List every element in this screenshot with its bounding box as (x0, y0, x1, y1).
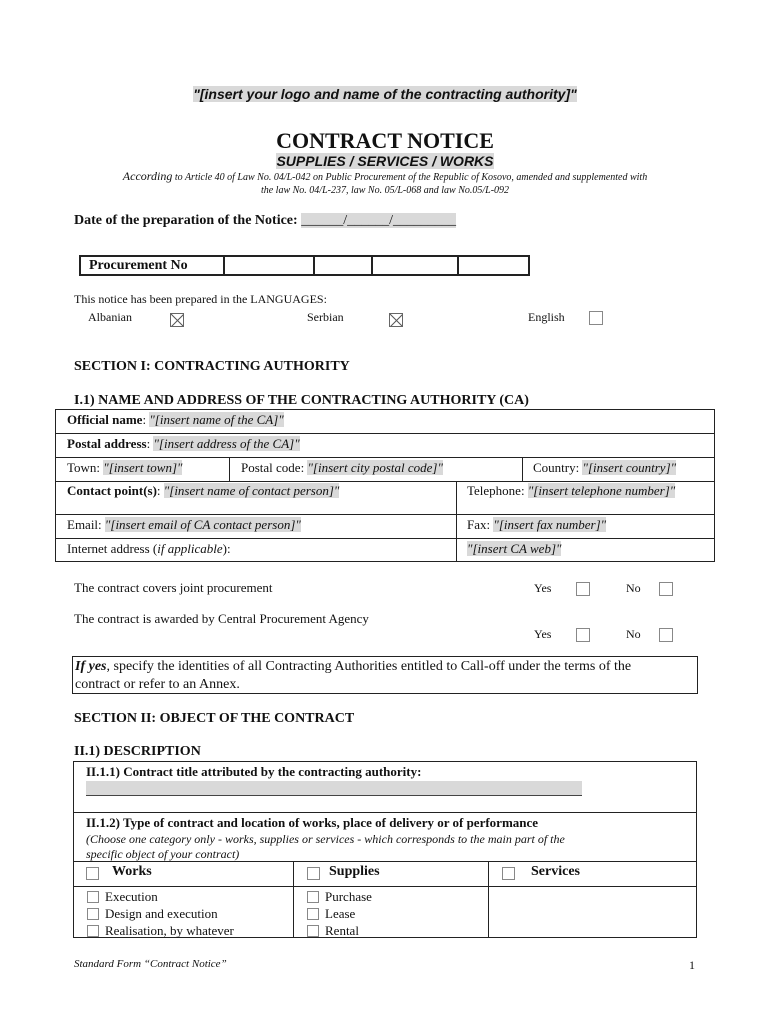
supplies-item: Rental (325, 923, 359, 938)
row-divider (56, 457, 714, 458)
fax-field[interactable]: "[insert fax number]" (493, 517, 607, 532)
section1-title: SECTION I: CONTRACTING AUTHORITY (74, 359, 350, 374)
logo-placeholder-text: "[insert your logo and name of the contracting authority]" (193, 86, 577, 102)
country-label: Country: (533, 460, 583, 475)
contact-field[interactable]: "[insert name of contact person]" (163, 483, 340, 498)
supplies-item: Lease (325, 906, 356, 921)
procurement-no-cell-4[interactable] (458, 256, 529, 275)
language-english (528, 310, 565, 325)
row-divider (74, 861, 696, 862)
language-name: Albanian (88, 310, 132, 324)
town-field[interactable]: "[insert town]" (103, 460, 183, 475)
ii12-note (86, 832, 565, 862)
col-divider (522, 457, 523, 481)
rental-checkbox[interactable] (307, 925, 319, 937)
languages-label: This notice has been prepared in the LANGUAGES: (74, 292, 327, 306)
row-divider (56, 538, 714, 539)
country-row (533, 460, 676, 476)
i1-title: I.1) NAME AND ADDRESS OF THE CONTRACTING AUTHORITY (CA) (74, 393, 529, 408)
date-label: Date of the preparation of the Notice: (74, 213, 298, 228)
fax-row (467, 517, 606, 533)
yes-label: Yes (534, 581, 552, 595)
if-yes-line2: contract or refer to an Annex. (75, 677, 240, 692)
col-divider (488, 861, 489, 938)
row-divider (56, 514, 714, 515)
joint-no (626, 581, 641, 596)
legal-basis (0, 170, 770, 197)
internet-row (67, 541, 231, 557)
email-label: Email: (67, 517, 105, 532)
supplies-item: Purchase (325, 889, 372, 904)
col-divider (293, 861, 294, 938)
works-item: Realisation, by whatever (105, 923, 234, 938)
postal-address-field[interactable]: "[insert address of the CA]" (153, 436, 300, 451)
english-checkbox[interactable] (589, 311, 603, 325)
internet-italic: if applicable (157, 541, 223, 556)
procurement-no-label: Procurement No (80, 256, 224, 275)
realisation-checkbox[interactable] (87, 925, 99, 937)
joint-yes-checkbox[interactable] (576, 582, 590, 596)
central-yes (534, 627, 551, 642)
if-yes-bold: If yes (75, 659, 107, 674)
central-no (626, 627, 641, 642)
no-label: No (626, 581, 641, 595)
works-checkbox[interactable] (86, 867, 99, 880)
central-no-checkbox[interactable] (659, 628, 673, 642)
date-row (74, 213, 456, 229)
postal-address-label: Postal address (67, 436, 147, 451)
ii11-box (73, 761, 697, 813)
date-field[interactable]: ______/______/_________ (301, 213, 456, 228)
ii11-title: II.1.1) Contract title attributed by the contracting authority: (86, 764, 422, 779)
if-yes-text: , specify the identities of all Contracting Authorities entitled to Call-off under the terms of the (106, 659, 632, 674)
email-row (67, 517, 301, 533)
logo-placeholder (0, 86, 770, 102)
row-divider (56, 433, 714, 434)
ca-table (55, 409, 715, 562)
procurement-no-cell-2[interactable] (314, 256, 372, 275)
official-name-field[interactable]: "[insert name of the CA]" (149, 412, 284, 427)
serbian-checkbox-checked[interactable] (389, 313, 403, 327)
col-divider (456, 481, 457, 562)
joint-procurement-label: The contract covers joint procurement (74, 580, 273, 595)
contact-row: Contact point(s): "[insert name of contact person]" (67, 483, 340, 498)
joint-yes (534, 581, 551, 596)
official-name-row: Official name: "[insert name of the CA]" (67, 412, 284, 427)
page-title: CONTRACT NOTICE (276, 128, 494, 153)
works-label: Works (112, 864, 152, 879)
internet-field[interactable]: "[insert CA web]" (467, 541, 562, 556)
according-line2: the law No. 04/L-237, law No. 05/L-068 and law No.05/L-092 (260, 185, 510, 196)
execution-checkbox[interactable] (87, 891, 99, 903)
telephone-row (467, 483, 675, 499)
page-number: 1 (689, 958, 695, 972)
postal-address-row: Postal address: "[insert address of the CA]" (67, 436, 300, 451)
procurement-no-cell-1[interactable] (224, 256, 314, 275)
postal-code-label: Postal code: (241, 460, 308, 475)
central-yes-checkbox[interactable] (576, 628, 590, 642)
footer-form-name: Standard Form “Contract Notice” (74, 958, 227, 970)
town-label: Town: (67, 460, 104, 475)
section2-title: SECTION II: OBJECT OF THE CONTRACT (74, 711, 355, 726)
telephone-label: Telephone: (467, 483, 528, 498)
subtitle-text: SUPPLIES / SERVICES / WORKS (276, 153, 494, 169)
language-serbian (307, 310, 344, 325)
joint-no-checkbox[interactable] (659, 582, 673, 596)
language-name: Serbian (307, 310, 344, 324)
row-divider (56, 481, 714, 482)
if-yes-box[interactable] (72, 656, 698, 694)
albanian-checkbox-checked[interactable] (170, 313, 184, 327)
works-item: Design and execution (105, 906, 218, 921)
telephone-field[interactable]: "[insert telephone number]" (527, 483, 676, 498)
yes-label: Yes (534, 627, 552, 641)
contact-label: Contact point(s) (67, 483, 157, 498)
ii12-note-line2: specific object of your contract) (86, 847, 240, 861)
supplies-label: Supplies (329, 864, 380, 879)
email-field[interactable]: "[insert email of CA contact person]" (104, 517, 301, 532)
purchase-checkbox[interactable] (307, 891, 319, 903)
country-field[interactable]: "[insert country]" (582, 460, 677, 475)
supplies-checkbox[interactable] (307, 867, 320, 880)
ii12-note-line1: (Choose one category only - works, supplies or services - which corresponds to the main part of the (86, 832, 565, 846)
ii12-title: II.1.2) Type of contract and location of works, place of delivery or of performance (86, 815, 539, 830)
according-text: to Article 40 of Law No. 04/L-042 on Public Procurement of the Republic of Kosovo, amended and supplemented with (172, 172, 648, 183)
ii1-title: II.1) DESCRIPTION (74, 744, 201, 759)
page-subtitle (0, 153, 770, 169)
town-row (67, 460, 182, 476)
procurement-no-cell-3[interactable] (372, 256, 458, 275)
procurement-no-table (79, 255, 530, 276)
language-albanian (88, 310, 132, 325)
works-item: Execution (105, 889, 158, 904)
row-divider (74, 886, 696, 887)
internet-suffix: ): (222, 541, 231, 556)
ii12-box (73, 812, 697, 938)
contract-title-field[interactable] (86, 781, 582, 796)
central-agency-label: The contract is awarded by Central Procurement Agency (74, 611, 369, 626)
col-divider (229, 457, 230, 481)
lease-checkbox[interactable] (307, 908, 319, 920)
internet-label: Internet address ( (67, 541, 158, 556)
official-name-label: Official name (67, 412, 143, 427)
no-label: No (626, 627, 641, 641)
design-execution-checkbox[interactable] (87, 908, 99, 920)
fax-label: Fax: (467, 517, 494, 532)
postal-code-field[interactable]: "[insert city postal code]" (307, 460, 443, 475)
language-name: English (528, 310, 565, 324)
internet-value-row (467, 541, 561, 557)
postal-code-row (241, 460, 443, 476)
services-label: Services (531, 864, 580, 879)
according-prefix: According (122, 169, 173, 183)
services-checkbox[interactable] (502, 867, 515, 880)
